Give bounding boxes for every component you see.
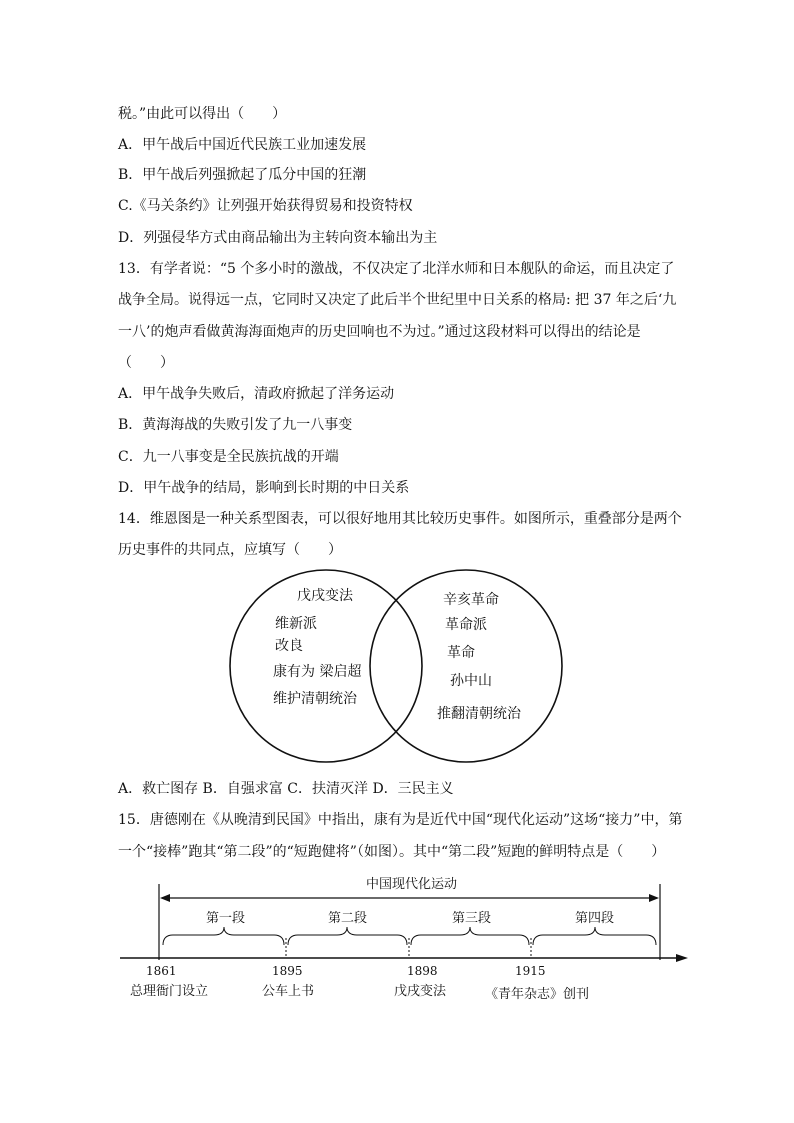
venn-right-item: 推翻清朝统治 — [437, 706, 521, 722]
option-b: B．黄海海战的失败引发了九一八事变 — [118, 417, 353, 433]
brace-1 — [163, 927, 284, 945]
year-label: 1915 — [515, 964, 546, 978]
venn-right-item: 革命 — [447, 645, 475, 661]
option-b: B．甲午战后列强掀起了瓜分中国的狂潮 — [118, 167, 367, 183]
axis-arrow — [676, 954, 688, 962]
event-label: 戊戌变法 — [394, 984, 447, 999]
brace-2 — [288, 927, 407, 945]
event-label: 公车上书 — [262, 984, 315, 999]
text-line: 战争全局。说得远一点，它同时又决定了此后半个世纪里中日关系的格局: 把 37 年之后‘九 — [118, 292, 677, 308]
answer-blank: （ ） — [118, 355, 174, 371]
event-label: 《青年杂志》创刊 — [485, 987, 590, 1002]
options-14: A．救亡图存 B．自强求富 C．扶清灭洋 D．三民主义 — [118, 781, 454, 797]
venn-right-item: 革命派 — [445, 617, 487, 633]
option-a: A．甲午战后中国近代民族工业加速发展 — [118, 137, 367, 153]
brace-3 — [411, 927, 529, 945]
option-d: D．甲午战争的结局，影响到长时期的中日关系 — [118, 480, 410, 496]
text-line: 一八’的炮声看做黄海海面炮声的历史回响也不为过。”通过这段材料可以得出的结论是 — [118, 324, 641, 340]
segment-label: 第一段 — [206, 911, 246, 926]
venn-right-title: 辛亥革命 — [443, 592, 499, 608]
segment-label: 第三段 — [452, 911, 492, 926]
timeline-title: 中国现代化运动 — [366, 877, 458, 892]
text-line: 历史事件的共同点，应填写（ ） — [118, 542, 342, 558]
venn-right-item: 孙中山 — [450, 673, 492, 689]
option-a: A．甲午战争失败后，清政府掀起了洋务运动 — [118, 386, 395, 402]
venn-left-item: 康有为 梁启超 — [273, 664, 362, 680]
venn-left-title: 戊戌变法 — [297, 588, 353, 604]
venn-left-item: 改良 — [275, 638, 303, 654]
question-13: 13．有学者说：“5 个多小时的激战，不仅决定了北洋水师和日本舰队的命运，而且决定了 — [118, 261, 675, 277]
segment-label: 第四段 — [575, 911, 615, 926]
venn-left-item: 维护清朝统治 — [273, 691, 357, 707]
span-arrow-right — [649, 894, 659, 902]
text-line: 一个“接棒”跑其“第二段”的“短跑健将”（如图）。其中“第二段”短跑的鲜明特点是（ ） — [118, 844, 666, 860]
year-label: 1861 — [146, 964, 177, 978]
segment-label: 第二段 — [328, 911, 368, 926]
venn-left-item: 维新派 — [275, 616, 317, 632]
event-label: 总理衙门设立 — [130, 984, 209, 999]
timeline-diagram — [120, 875, 688, 1002]
span-arrow-left — [160, 894, 170, 902]
year-label: 1898 — [407, 964, 438, 978]
option-c: C.《马关条约》让列强开始获得贸易和投资特权 — [118, 198, 413, 214]
year-label: 1895 — [272, 964, 303, 978]
option-d: D．列强侵华方式由商品输出为主转向资本输出为主 — [118, 230, 438, 246]
option-c: C．九一八事变是全民族抗战的开端 — [118, 449, 339, 465]
text-line: 税。”由此可以得出（ ） — [118, 106, 287, 122]
brace-4 — [533, 927, 656, 945]
question-15: 15．唐德刚在《从晚清到民国》中指出，康有为是近代中国“现代化运动”这场“接力”中，第 — [118, 812, 683, 828]
question-14: 14．维恩图是一种关系型图表，可以很好地用其比较历史事件。如图所示，重叠部分是两个 — [118, 511, 682, 527]
